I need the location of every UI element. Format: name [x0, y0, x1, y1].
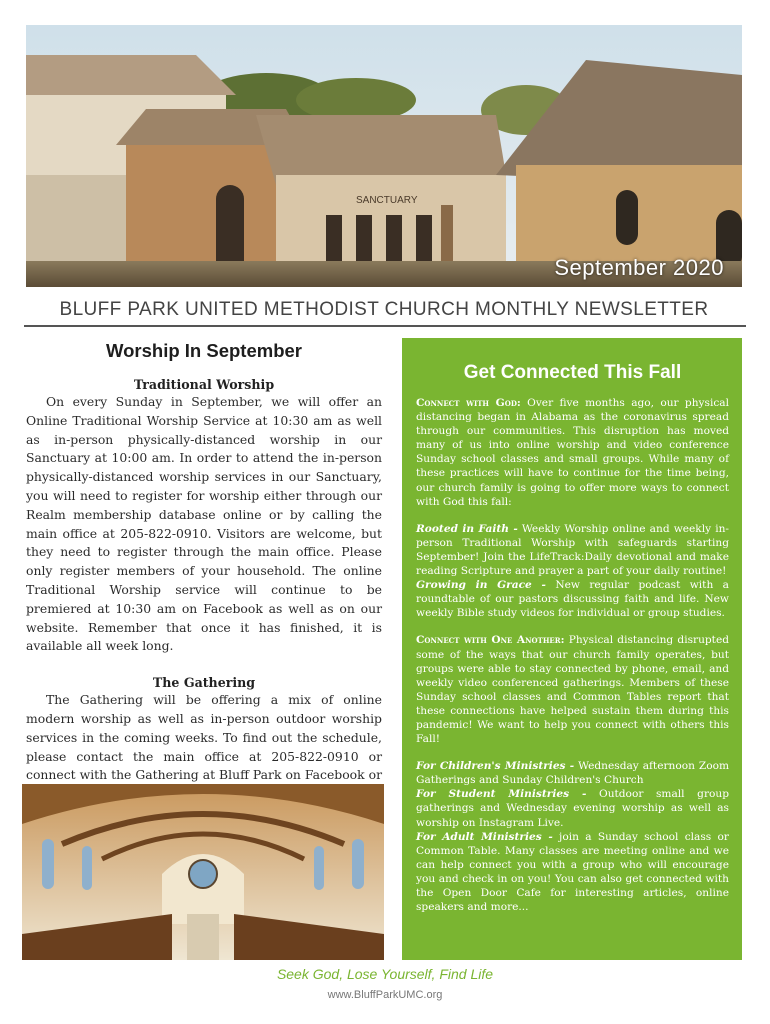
- adult-ministries-label: For Adult Ministries -: [416, 830, 553, 843]
- connect-with-one-another-label: Connect with One Another:: [416, 634, 565, 647]
- childrens-ministries-text: For Children's Ministries - Wednesday afternoon Zoom Gatherings and Sunday Children's Church: [416, 760, 729, 787]
- get-connected-panel: [402, 338, 742, 960]
- growing-in-grace-label: Growing in Grace -: [416, 579, 546, 592]
- gathering-heading: The Gathering: [152, 675, 256, 691]
- rooted-in-faith-label: Rooted in Faith -: [416, 522, 518, 535]
- newsletter-masthead: BLUFF PARK UNITED METHODIST CHURCH MONTHLY NEWSLETTER: [59, 299, 709, 320]
- worship-column: [26, 340, 382, 804]
- gathering-text: The Gathering will be offering a mix of online modern worship as well as in-person outdoor worship services in the coming weeks. To find out the schedule, please contact the main office at 205-822-0910 or connect with the Gathering at Bluff Park on Facebook or: [26, 692, 382, 783]
- connect-with-one-another-text: Connect with One Another: Physical distancing disrupted some of the ways that our church family operates, but groups were able to stay connected by phone, email, and weekly video conferenced gatherings. Members of these Sunday school classes and Common Tables report that these connections have helped sustain them during this pandemic! We want to help you connect with others this Fall!: [416, 634, 729, 746]
- website-link[interactable]: www.BluffParkUMC.org: [327, 989, 443, 1001]
- worship-title: Worship In September: [106, 340, 302, 361]
- traditional-worship-text: On every Sunday in September, we will offer an Online Traditional Worship Service at 10:30 am as well as in-person physically-distanced worship in our Sanctuary at 10:00 am. In order to attend the in-person physically-distanced worship services in our Sanctuary, you will need to register for worship either through our Realm membership database online or by calling the main office at 205-822-0910. Visitors are welcome, but they need to register through the main office. Please only register members of your household. The online Traditional Worship service will continue to be premiered at 10:30 am on Facebook as well as on our website. Remember that once it has finished, it is available all week long.: [26, 394, 382, 654]
- church-exterior-illustration: [26, 25, 742, 287]
- student-ministries-label: For Student Ministries -: [416, 788, 587, 801]
- growing-in-grace-text: Growing in Grace - New regular podcast with a roundtable of our pastors discussing faith and life. New weekly Bible study videos for individual or group studies.: [416, 579, 729, 620]
- rooted-in-faith-text: Rooted in Faith - Weekly Worship online and weekly in-person Traditional Worship with safeguards starting September! Join the LifeTrack:Daily devotional and make reading Scripture and prayer a part of your daily routine!: [416, 522, 729, 578]
- sanctuary-sign: SANCTUARY: [356, 195, 418, 206]
- childrens-ministries-label: For Children's Ministries -: [416, 760, 575, 773]
- student-ministries-text: For Student Ministries - Outdoor small group gatherings and Wednesday evening worship as well as worship on Instagram Live.: [416, 788, 729, 829]
- church-motto: Seek God, Lose Yourself, Find Life: [276, 966, 494, 982]
- get-connected-title: Get Connected This Fall: [463, 362, 682, 383]
- sanctuary-interior-photo: [22, 784, 384, 960]
- connect-with-god-text: Connect with God: Over five months ago, our physical distancing began in Alabama as the coronavirus spread through our communities. This disruption has moved many of us into online worship and video conference Sunday school classes and small groups. While many of these practices will have to continue for the time being, our church family is going to offer more ways to connect with God this fall:: [416, 397, 729, 508]
- connect-with-god-label: Connect with God:: [416, 397, 521, 409]
- sanctuary-interior-illustration: [22, 784, 384, 960]
- adult-ministries-text: For Adult Ministries - join a Sunday school class or Common Table. Many classes are meeting online and we can help connect you with a group who will encourage you and check in on you! You can also get connected with the Open Door Cafe for interesting articles, online speakers and more...: [416, 830, 729, 914]
- traditional-worship-heading: Traditional Worship: [133, 377, 275, 392]
- hero-photo: [26, 25, 742, 287]
- issue-date: September 2020: [554, 255, 724, 280]
- masthead-divider: [24, 325, 746, 327]
